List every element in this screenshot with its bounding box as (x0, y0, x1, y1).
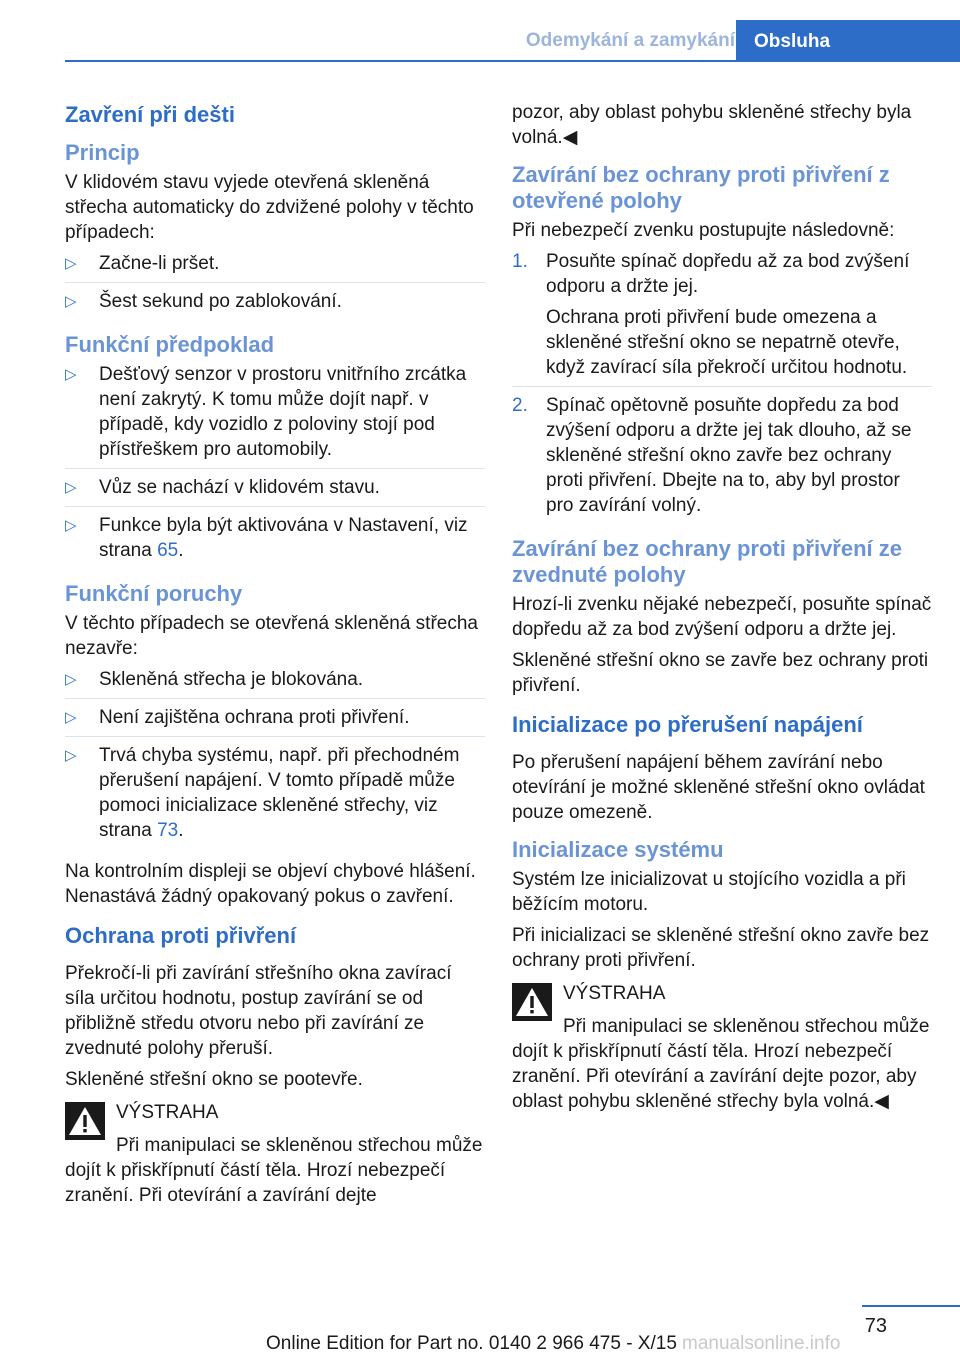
footer-rule (862, 1305, 960, 1307)
bullet-triangle-icon: ▷ (65, 255, 77, 272)
header-rule (65, 60, 960, 62)
faults-after-text: Na kontrolním displeji se objeví chybové hlášení. Nenastává žádný opakovaný pokus o zavření. (65, 861, 476, 907)
bullet-triangle-icon: ▷ (65, 366, 77, 383)
warning-triangle-icon (65, 1102, 105, 1140)
raised-close-text: Skleněné střešní okno se zavře bez ochrany proti přivření. (512, 650, 929, 696)
faults-list (65, 667, 485, 849)
init-system-text: Při inicializaci se skleněné střešní okno zavře bez ochrany proti přivření. (512, 925, 930, 971)
bullet-triangle-icon: ▷ (65, 747, 77, 764)
list-item: ▷ Vůz se nachází v klidovém stavu. (65, 475, 485, 507)
faults-text: V těchto případech se otevřená skleněná střecha nezavře: (65, 613, 478, 659)
right-column (512, 100, 932, 1114)
page-link[interactable]: 73 (157, 820, 179, 841)
protection-text: Skleněné střešní okno se pootevře. (65, 1069, 363, 1090)
principle-list (65, 251, 485, 320)
principle-heading: Princip (65, 140, 140, 165)
continued-text: pozor, aby oblast pohybu skleněné střechy byla volná.◀ (512, 102, 912, 148)
page-header (65, 0, 960, 62)
list-item: 2. Spínač opětovně posuňte dopředu za bod zvýšení odporu a držte jej tak dlouho, až se skleněné střešní okno zavře bez ochrany proti přivření. Dbejte na to, aby byl prostor pro zavírání volný. (512, 395, 912, 516)
list-item: ▷ Funkce byla být aktivována v Nastavení, viz strana 65. (65, 515, 468, 561)
header-section-title: Odemykání a zamykání (525, 30, 735, 51)
bullet-triangle-icon: ▷ (65, 709, 77, 726)
raised-close-heading: Zavírání bez ochrany proti přivření ze zvednuté polohy (512, 536, 902, 587)
section-title: Zavření při dešti (65, 102, 235, 127)
step-number: 1. (512, 251, 528, 272)
init-power-heading: Inicializace po přerušení napájení (512, 712, 863, 737)
bullet-triangle-icon: ▷ (65, 479, 77, 496)
open-close-text: Při nebezpečí zvenku postupujte následovně: (512, 220, 895, 241)
list-item: ▷ Začne-li pršet. (65, 251, 485, 283)
left-column (65, 100, 485, 1208)
warning-box (512, 981, 932, 1114)
step-note: Ochrana proti přivření bude omezena a skleněné střešní okno se nepatrně otevře, když zavírací síla překročí určitou hodnotu. (546, 307, 908, 378)
warning-text: Při manipulaci se skleněnou střechou může dojít k přiskřípnutí částí těla. Hrozí nebezpečí zranění. Při otevírání a zavírání dejte pozor, aby oblast pohybu skleněné střechy byla volná.◀ (512, 1016, 930, 1112)
bullet-triangle-icon: ▷ (65, 293, 77, 310)
steps-list (512, 249, 932, 524)
open-close-heading: Zavírání bez ochrany proti přivření z otevřené polohy (512, 162, 890, 213)
warning-title: VÝSTRAHA (116, 1102, 219, 1123)
faults-heading: Funkční poruchy (65, 581, 243, 606)
bullet-triangle-icon: ▷ (65, 517, 77, 534)
page-link[interactable]: 65 (157, 540, 179, 561)
list-item: ▷ Skleněná střecha je blokována. (65, 667, 485, 699)
init-system-heading: Inicializace systému (512, 837, 724, 862)
list-item: ▷ Trvá chyba systému, např. při přechodném přerušení napájení. V tomto případě může pomoci inicializace skleněné střechy, viz strana 73. (65, 745, 460, 841)
page-number: 73 (864, 1315, 887, 1337)
watermark-text: manualsonline.info (682, 1333, 841, 1354)
principle-text: V klidovém stavu vyjede otevřená skleněná střecha automaticky do zdvižené polohy v těchto případech: (65, 172, 474, 243)
protection-heading: Ochrana proti přivření (65, 923, 297, 948)
bullet-triangle-icon: ▷ (65, 671, 77, 688)
list-item: ▷ Šest sekund po zablokování. (65, 291, 342, 312)
list-item: 1. Posuňte spínač dopředu až za bod zvýšení odporu a držte jej. Ochrana proti přivření bude omezena a skleněné střešní okno se nepatrně otevře, když zavírací síla překročí určitou hodnotu. (512, 249, 932, 387)
requirement-heading: Funkční předpoklad (65, 332, 275, 357)
init-system-text: Systém lze inicializovat u stojícího vozidla a při běžícím motoru. (512, 869, 906, 915)
edition-text: Online Edition for Part no. 0140 2 966 475 - X/15 (266, 1333, 677, 1354)
raised-close-text: Hrozí-li zvenku nějaké nebezpečí, posuňte spínač dopředu až za bod zvýšení odporu a držte jej. (512, 594, 932, 640)
header-tab: Obsluha (736, 20, 960, 62)
warning-triangle-icon (512, 983, 552, 1021)
list-item: ▷ Není zajištěna ochrana proti přivření. (65, 705, 485, 737)
warning-box (65, 1100, 485, 1208)
protection-text: Překročí-li při zavírání střešního okna zavírací síla určitou hodnotu, postup zavírání se od přibližně středu otvoru nebo při zavírání ze zvednuté polohy přeruší. (65, 963, 452, 1059)
init-power-text: Po přerušení napájení během zavírání nebo otevírání je možné skleněné střešní okno ovládat pouze omezeně. (512, 752, 925, 823)
step-number: 2. (512, 395, 528, 416)
requirement-list (65, 362, 485, 569)
warning-text: Při manipulaci se skleněnou střechou může dojít k přiskřípnutí částí těla. Hrozí nebezpečí zranění. Při otevírání a zavírání dejte (65, 1135, 483, 1206)
warning-title: VÝSTRAHA (563, 983, 666, 1004)
list-item: ▷ Dešťový senzor v prostoru vnitřního zrcátka není zakrytý. K tomu může dojít např. v případě, kdy vozidlo z poloviny stojí pod přístřeškem pro automobily. (65, 362, 485, 469)
